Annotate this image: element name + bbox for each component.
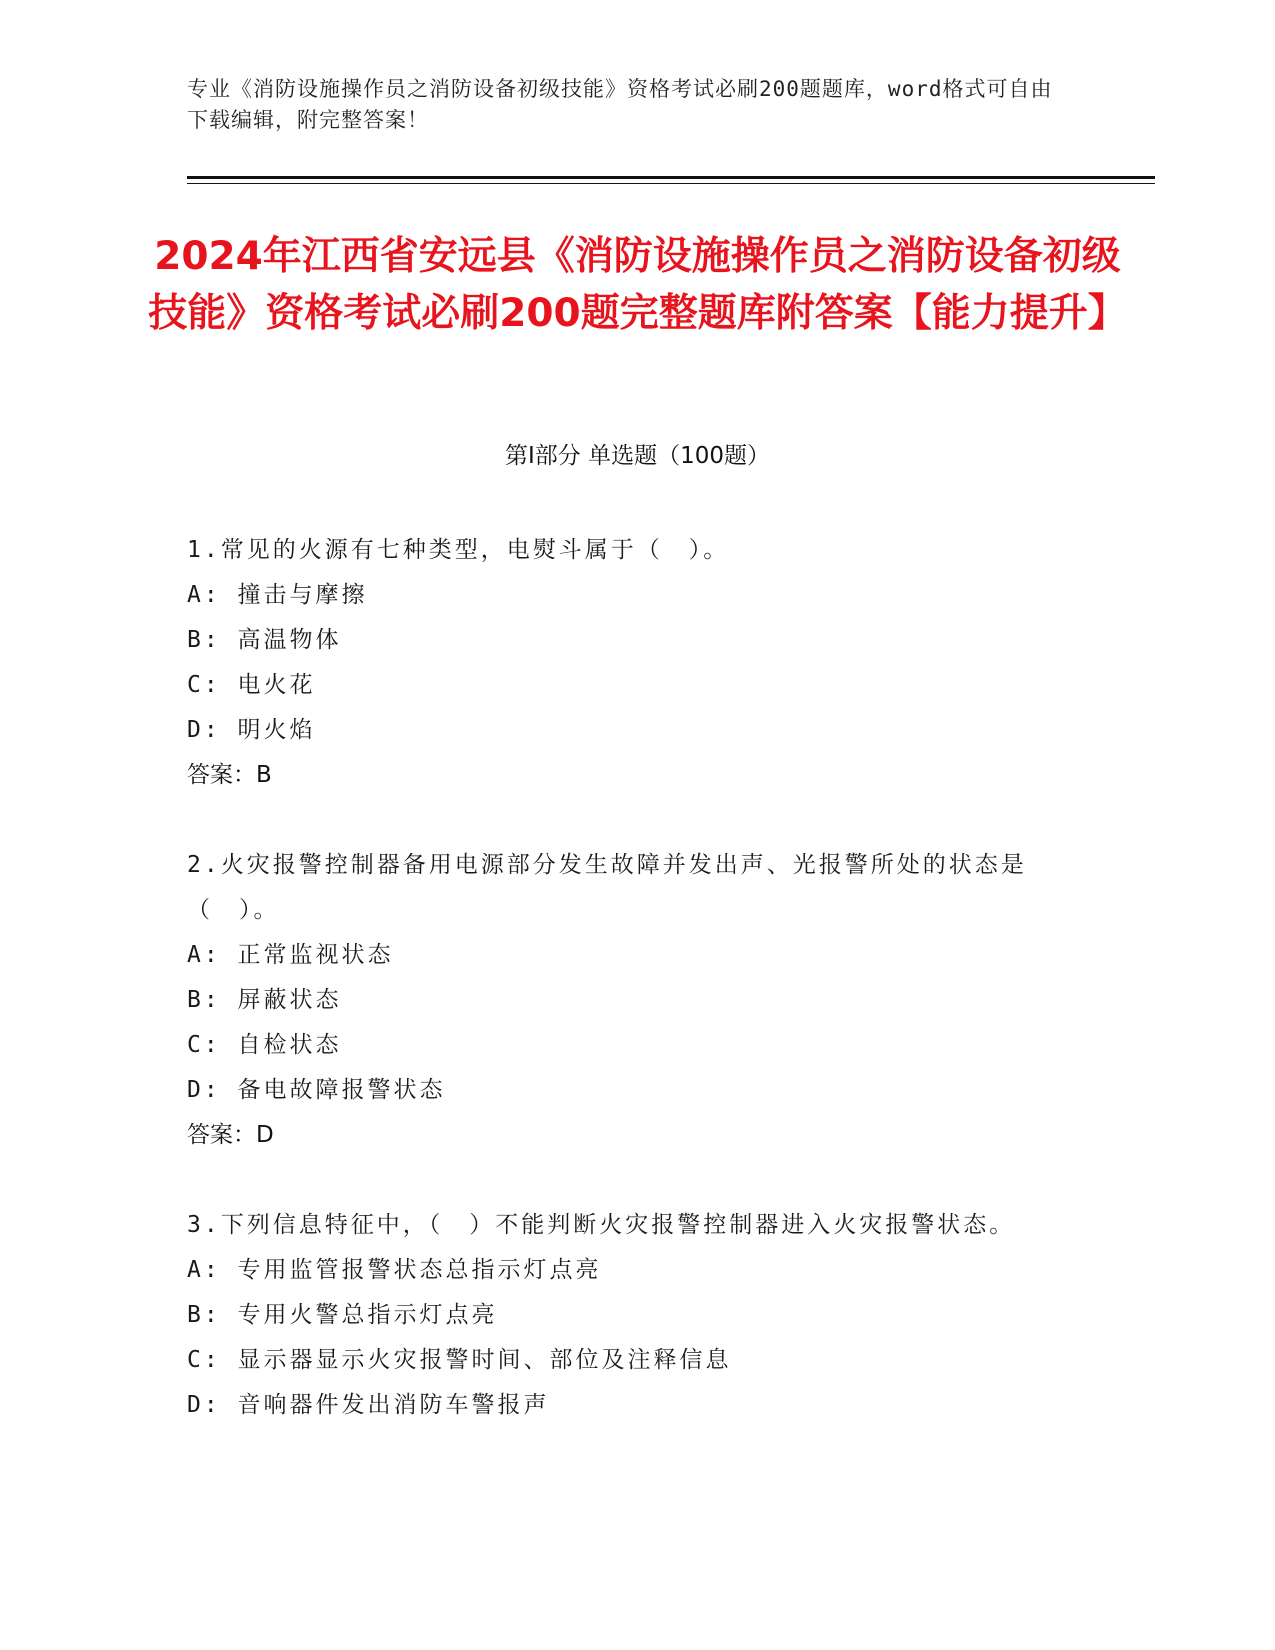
answer: 答案：D — [187, 1122, 274, 1148]
option-c: C: 显示器显示火灾报警时间、部位及注释信息 — [187, 1347, 732, 1373]
question-stem: 3.下列信息特征中，（ ）不能判断火灾报警控制器进入火灾报警状态。 — [187, 1212, 1016, 1238]
document-title: 2024年江西省安远县《消防设施操作员之消防设备初级技能》资格考试必刷200题完整题库附答案【能力提升】 — [148, 234, 1127, 336]
option-d: D: 明火焰 — [187, 717, 316, 743]
option-a: A: 专用监管报警状态总指示灯点亮 — [187, 1257, 602, 1283]
option-a: A: 正常监视状态 — [187, 942, 394, 968]
section-heading: 第Ⅰ部分 单选题（100题） — [505, 443, 770, 469]
header-note: 专业《消防设施操作员之消防设备初级技能》资格考试必刷200题题库，word格式可自由下载编辑，附完整答案！ — [187, 77, 1053, 132]
question-3 — [187, 1203, 1067, 1428]
option-c: C: 自检状态 — [187, 1032, 342, 1058]
option-c: C: 电火花 — [187, 672, 316, 698]
answer: 答案：B — [187, 762, 272, 788]
question-stem: 1.常见的火源有七种类型，电熨斗属于（ ）。 — [187, 537, 730, 563]
question-list — [187, 528, 1067, 1428]
question-1 — [187, 528, 1067, 798]
header-divider-thin — [187, 183, 1155, 184]
question-2 — [187, 843, 1067, 1158]
option-d: D: 备电故障报警状态 — [187, 1077, 446, 1103]
option-b: B: 专用火警总指示灯点亮 — [187, 1302, 498, 1328]
option-d: D: 音响器件发出消防车警报声 — [187, 1392, 550, 1418]
header-divider-thick — [187, 176, 1155, 179]
option-b: B: 高温物体 — [187, 627, 342, 653]
option-b: B: 屏蔽状态 — [187, 987, 342, 1013]
question-stem: 2.火灾报警控制器备用电源部分发生故障并发出声、光报警所处的状态是（ ）。 — [187, 852, 1027, 923]
option-a: A: 撞击与摩擦 — [187, 582, 368, 608]
